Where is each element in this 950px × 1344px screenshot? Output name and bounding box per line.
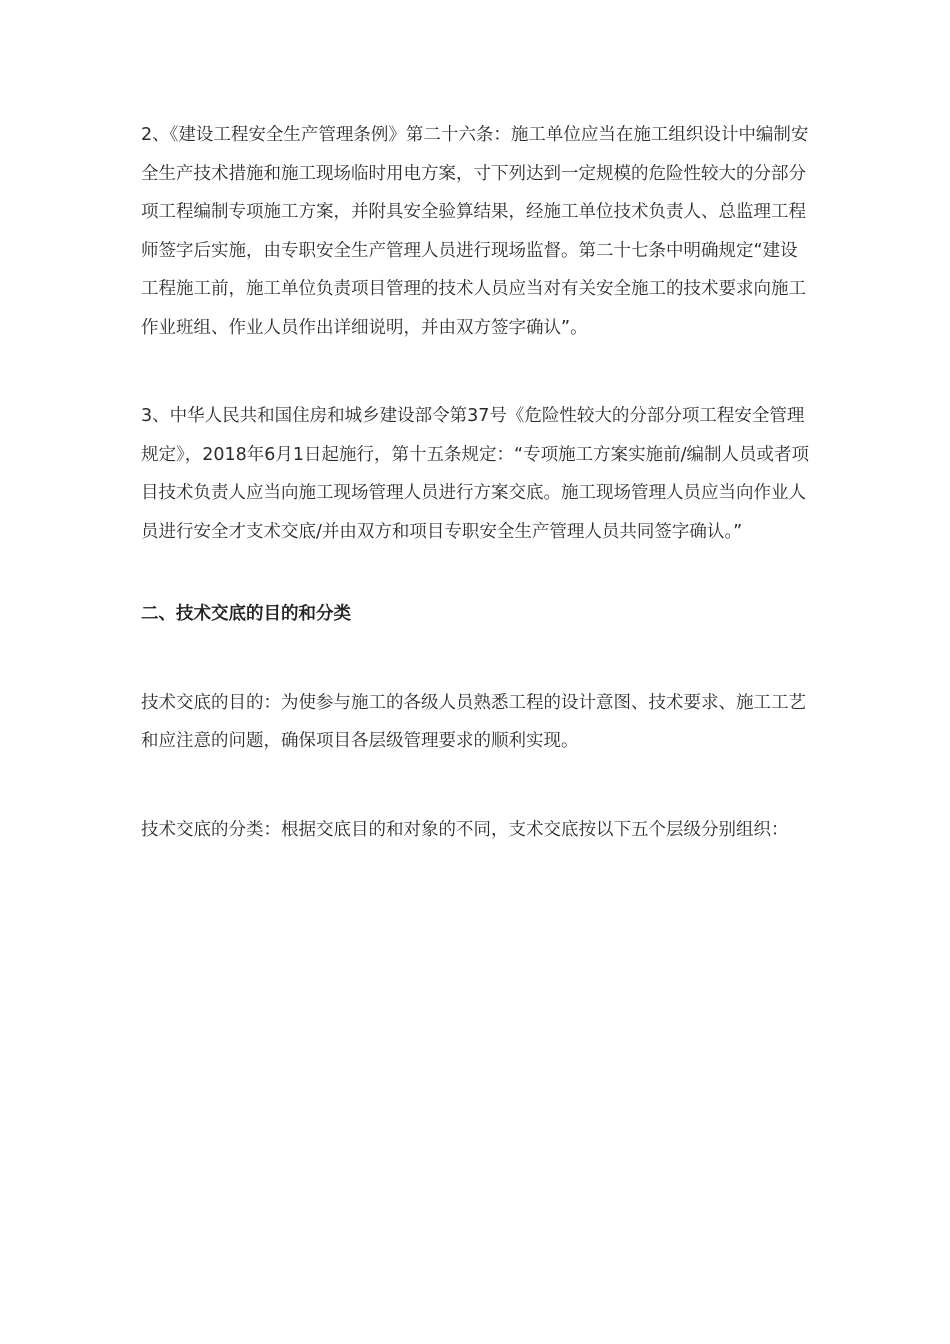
paragraph-disclosure-classification: 技术交底的分类：根据交底目的和对象的不同，支术交底按以下五个层级分别组织： bbox=[141, 819, 789, 840]
paragraph-regulation-article-26: 2、《建设工程安全生产管理条例》第二十六条：施工单位应当在施工组织设计中编制安全生产技术措施和施工现场临时用电方案，寸下列达到一定规模的危险性较大的分部分项工程编制专项施工方案，并附具安全验算结果，经施工单位技术负责人、总监理工程师签字后实施，由专职安全生产管理人员进行现场监督。第二十七条中明确规定“建设工程施工前，施工单位负责项目管理的技术人员应当对有关安全施工的技术要求向施工作业班组、作业人员作出详细说明，并由双方签字确认”。 bbox=[141, 125, 809, 338]
document-body bbox=[141, 116, 811, 849]
section-heading-purpose-classification: 二、技术交底的目的和分类 bbox=[141, 604, 351, 624]
paragraph-disclosure-purpose: 技术交底的目的：为使参与施工的各级人员熟悉工程的设计意图、技术要求、施工工艺和应注意的问题，确保项目各层级管理要求的顺利实现。 bbox=[141, 692, 806, 751]
paragraph-ministry-order-37: 3、中华人民共和国住房和城乡建设部令第37号《危险性较大的分部分项工程安全管理规定》，2018年6月1日起施行，第十五条规定：“专项施工方案实施前/编制人员或者项目技术负责人应当向施工现场管理人员进行方案交底。施工现场管理人员应当向作业人员进行安全才支术交底/并由双方和项目专职安全生产管理人员共同签字确认。” bbox=[141, 406, 810, 542]
